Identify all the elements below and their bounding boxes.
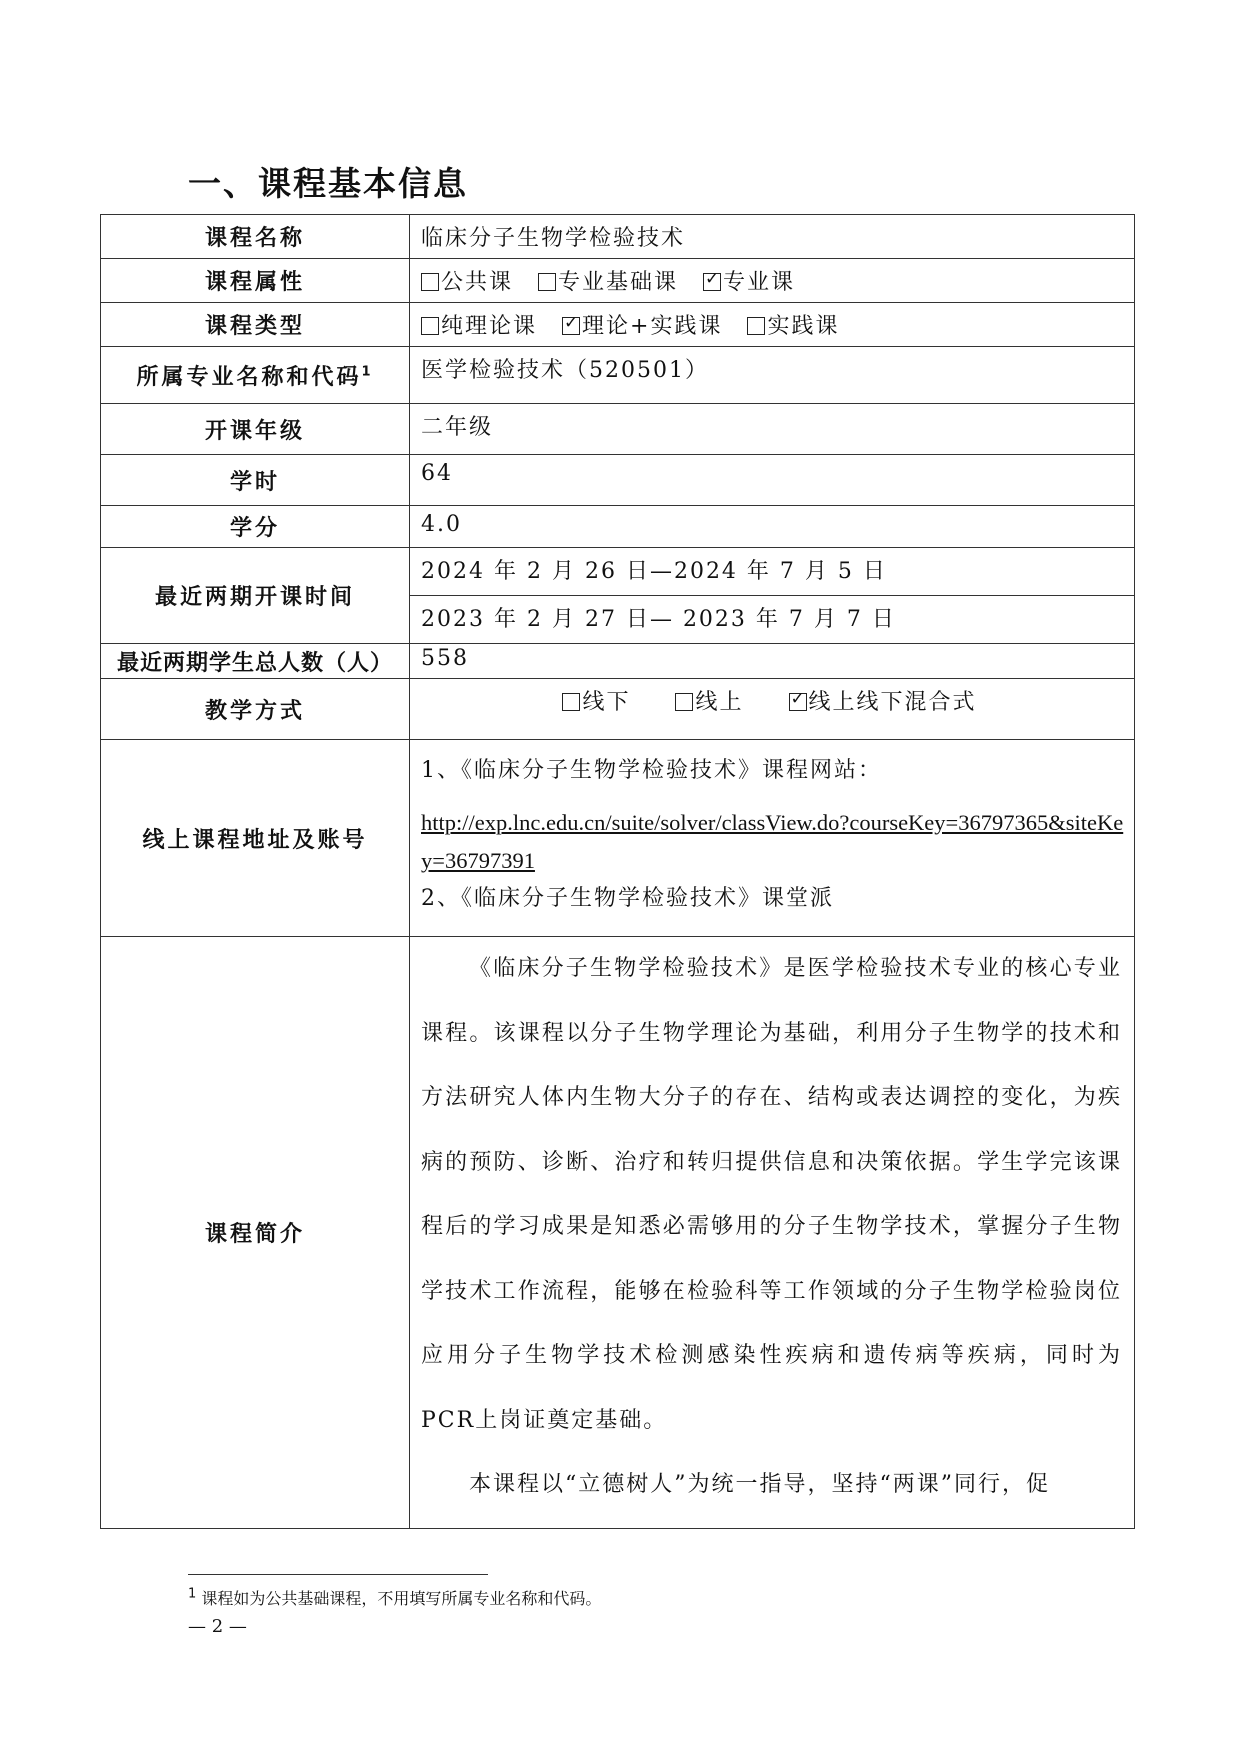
major-value: 医学检验技术（520501） [410,347,1135,404]
option-practice[interactable]: 实践课 [747,314,839,339]
option-foundation[interactable]: 专业基础课 [538,270,678,295]
checkbox-icon[interactable] [675,693,693,711]
row-label-hours: 学时 [101,455,410,506]
table-row [101,455,1135,506]
checkbox-icon[interactable] [421,317,439,335]
course-website-link[interactable]: http://exp.lnc.edu.cn/suite/solver/classView.do?courseKey=36797365&siteKey=36797391 [421,810,1124,873]
checkbox-icon[interactable] [747,317,765,335]
row-label-online: 线上课程地址及账号 [101,740,410,937]
course-info-table [100,214,1135,1529]
online-line2: 2、《临床分子生物学检验技术》课堂派 [421,886,834,911]
table-row [101,303,1135,347]
table-row [101,937,1135,1529]
footnote-ref: 1 [361,364,374,380]
option-offline[interactable]: 线下 [562,690,630,715]
grade-value: 二年级 [410,404,1135,455]
table-row [101,548,1135,596]
table-row [101,679,1135,740]
option-theory[interactable]: 纯理论课 [421,314,537,339]
checked-checkbox-icon[interactable] [562,317,580,335]
term1-value: 2024 年 2 月 26 日—2024 年 7 月 5 日 [410,548,1135,596]
table-row [101,347,1135,404]
footnote: $^1$ 课程如为公共基础课程，不用填写所属专业名称和代码。 [188,1586,602,1608]
table-row [101,215,1135,259]
course-type-options [410,303,1135,347]
students-value: 558 [410,644,1135,679]
option-major[interactable]: ✓ 专业课 [703,270,795,295]
option-public[interactable]: 公共课 [421,270,513,295]
option-theory-practice[interactable]: ✓ 理论+实践课 [562,314,722,339]
row-label-major: 所属专业名称和代码$^1$ [101,347,410,404]
hours-value: 64 [410,455,1135,506]
row-label-type: 课程类型 [101,303,410,347]
row-label-credits: 学分 [101,506,410,548]
row-label-students: 最近两期学生总人数（人） [101,644,410,679]
footnote-divider [188,1574,488,1575]
row-label-intro: 课程简介 [101,937,410,1529]
row-label-attr: 课程属性 [101,259,410,303]
online-line1: 1、《临床分子生物学检验技术》课程网站： [421,758,882,783]
term2-value: 2023 年 2 月 27 日— 2023 年 7 月 7 日 [410,596,1135,644]
option-online[interactable]: 线上 [675,690,743,715]
table-row [101,506,1135,548]
table-row [101,404,1135,455]
intro-paragraph: 《临床分子生物学检验技术》是医学检验技术专业的核心专业课程。该课程以分子生物学理论为基础，利用分子生物学的技术和方法研究人体内生物大分子的存在、结构或表达调控的变化，为疾病的预防、诊断、治疗和转归提供信息和决策依据。学生学完该课程后的学习成果是知悉必需够用的分子生物学技术，掌握分子生物学技术工作流程，能够在检验科等工作领域的分子生物学检验岗位应用分子生物学技术检测感染性疾病和遗传病等疾病，同时为PCR上岗证奠定基础。 [421,956,1122,1433]
credits-value: 4.0 [410,506,1135,548]
checkbox-icon[interactable] [538,273,556,291]
intro-paragraph: 本课程以“立德树人”为统一指导，坚持“两课”同行，促 [469,1472,1050,1497]
table-row [101,740,1135,937]
row-label-grade: 开课年级 [101,404,410,455]
checkbox-icon[interactable] [421,273,439,291]
table-row [101,259,1135,303]
teaching-mode-options [410,679,1135,740]
option-blended[interactable]: ✓ 线上线下混合式 [789,690,977,715]
checked-checkbox-icon[interactable] [703,273,721,291]
page-number: — 2 — [188,1616,247,1637]
section-title: 一、课程基本信息 [188,164,468,203]
checkbox-icon[interactable] [562,693,580,711]
course-intro-cell [410,937,1135,1529]
row-label-terms: 最近两期开课时间 [101,548,410,644]
row-label-name: 课程名称 [101,215,410,259]
course-name-value: 临床分子生物学检验技术 [410,215,1135,259]
table-row [101,644,1135,679]
online-course-cell [410,740,1135,937]
checked-checkbox-icon[interactable] [789,693,807,711]
row-label-mode: 教学方式 [101,679,410,740]
course-attr-options [410,259,1135,303]
